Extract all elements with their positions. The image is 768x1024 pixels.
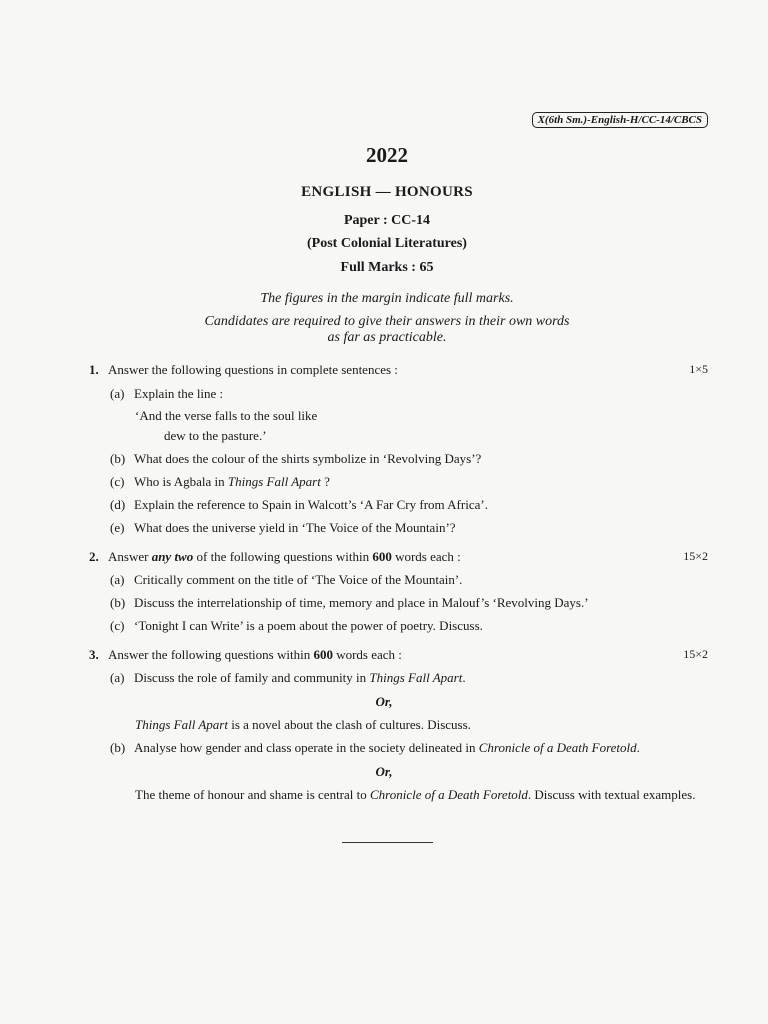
sub-question-a: (a) Critically comment on the title of ‘The Voice of the Mountain’.: [110, 572, 463, 587]
exam-year: 2022: [366, 143, 408, 167]
sub-question-d: (d) Explain the reference to Spain in Walcott’s ‘A Far Cry from Africa’.: [110, 497, 488, 512]
alternative-question-b: The theme of honour and shame is central to Chronicle of a Death Foretold. Discuss with textual examples.: [135, 787, 696, 802]
question-text: Answer the following questions within 600 words each :: [108, 647, 402, 662]
end-rule: [342, 842, 433, 843]
instruction-line-2: Candidates are required to give their answers in their own words: [204, 314, 570, 329]
question-marks: 15×2: [683, 647, 708, 661]
question-text: Answer the following questions in complete sentences :: [108, 362, 398, 377]
instruction-line-3: as far as practicable.: [327, 330, 447, 345]
sub-question-c: (c) ‘Tonight I can Write’ is a poem about the power of poetry. Discuss.: [110, 618, 483, 633]
subject-title: ENGLISH — HONOURS: [301, 184, 473, 200]
question-text: Answer any two of the following questions within 600 words each :: [108, 549, 461, 564]
alternative-question-a: Things Fall Apart is a novel about the clash of cultures. Discuss.: [135, 717, 471, 732]
paper-code: X(6th Sm.)-English-H/CC-14/CBCS: [532, 112, 708, 128]
full-marks: Full Marks : 65: [340, 260, 434, 275]
question-number: 2.: [89, 549, 99, 564]
sub-question-a: (a) Discuss the role of family and community in Things Fall Apart.: [110, 670, 466, 685]
sub-question-e: (e) What does the universe yield in ‘The Voice of the Mountain’?: [110, 520, 456, 535]
or-divider-1: Or,: [375, 694, 393, 709]
question-number: 1.: [89, 362, 99, 377]
or-divider-2: Or,: [375, 764, 393, 779]
question-number: 3.: [89, 647, 99, 662]
sub-question-a: (a) Explain the line :: [110, 386, 224, 401]
question-marks: 1×5: [689, 362, 708, 376]
paper-title: (Post Colonial Literatures): [307, 236, 467, 251]
sub-question-b: (b) What does the colour of the shirts symbolize in ‘Revolving Days’?: [110, 451, 482, 466]
question-marks: 15×2: [683, 549, 708, 563]
quoted-line-2: dew to the pasture.’: [164, 428, 267, 443]
sub-question-c: (c) Who is Agbala in Things Fall Apart ?: [110, 474, 330, 489]
paper-number: Paper : CC-14: [343, 213, 431, 228]
sub-question-b: (b) Discuss the interrelationship of time, memory and place in Malouf’s ‘Revolving Days.’: [110, 595, 589, 610]
instruction-line-1: The figures in the margin indicate full marks.: [260, 291, 514, 306]
quoted-line-1: ‘And the verse falls to the soul like: [135, 408, 318, 423]
sub-question-b: (b) Analyse how gender and class operate in the society delineated in Chronicle of a Death Foretold.: [110, 740, 640, 755]
